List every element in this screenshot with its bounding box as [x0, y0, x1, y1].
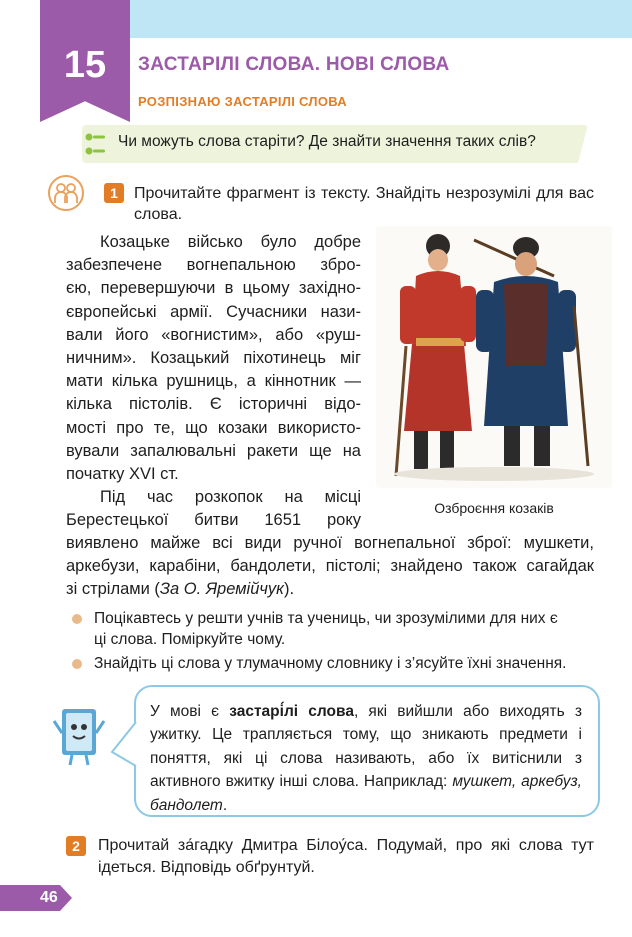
passage-line: Козацьке військо було добре [100, 233, 361, 251]
passage-last-prefix: зі стрілами ( [66, 580, 160, 598]
group-work-icon [47, 174, 85, 212]
passage-line: мості про те, що козаки використо- [66, 418, 361, 437]
passage-line: виявлено майже всі види ручної вогнепальної зброї: мушкети, [66, 534, 594, 552]
rule-examples: мушкет, аркебуз, бандолет [150, 773, 582, 814]
question-list-icon [84, 131, 106, 159]
passage-paragraph-2-start [66, 486, 361, 532]
passage-last-suffix: ). [283, 580, 295, 598]
bullet-dot-1 [72, 614, 82, 624]
passage-line: забезпечене вогнепальною збро- [66, 256, 361, 275]
passage-line: ничним». Козацький піхотинець міг [66, 349, 361, 368]
task-2-badge: 2 [66, 836, 86, 856]
lesson-subtitle: РОЗПІЗНАЮ ЗАСТАРІЛІ СЛОВА [138, 94, 347, 109]
lesson-title: ЗАСТАРІЛІ СЛОВА. НОВІ СЛОВА [138, 54, 450, 75]
passage-line: вували запалювальні ракети ще на [66, 441, 361, 460]
task-1-badge: 1 [104, 183, 124, 203]
passage-line: мати кілька рушниць, а кіннотник — [66, 372, 361, 391]
cossacks-drawing [376, 226, 612, 488]
passage-paragraph-1 [66, 231, 361, 486]
speech-tail [110, 722, 140, 770]
task-2-instruction: Прочитай за́гадку Дмитра Білоу́са. Подумай, про які слова тут ідеться. Відповідь обґрунтуй. [98, 837, 594, 876]
page-number: 46 [40, 889, 58, 906]
bullet-1-line-1: Поцікавтесь у решти учнів та учениць, чи зрозумілими для них є [94, 610, 558, 627]
book-character-icon [52, 703, 108, 767]
bullet-1-line-2: ці слова. Поміркуйте чому. [94, 631, 286, 648]
passage-last-line [66, 578, 594, 601]
passage-line: аркебузи, карабіни, бандолети, пістолі; знайдено також сагайдак [66, 557, 594, 576]
passage-line: європейські армії. Сучасники нази- [66, 302, 361, 321]
passage-line: єю, перевершуючи в цьому західно- [66, 279, 361, 298]
passage-source: За О. Яремійчук [159, 580, 284, 598]
lesson-number: 15 [63, 44, 107, 86]
illustration-caption: Озброєння козаків [434, 500, 554, 516]
header-band [129, 0, 632, 38]
bullet-item-2: Знайдіть ці слова у тлумачному словнику і з’ясуйте їхні значення. [94, 655, 567, 672]
rule-end: . [222, 796, 228, 814]
passage-line: вали його «вогнистим», або «руш- [66, 325, 361, 344]
cossacks-illustration [376, 226, 612, 488]
bullet-dot-2 [72, 659, 82, 669]
passage-line: кілька пістолів. Є історичні відо- [66, 395, 361, 414]
passage-line: Берестецької битви 1651 року [66, 511, 361, 530]
passage-line: Під час розкопок на місці [100, 488, 361, 506]
rule-text [150, 700, 582, 817]
passage-line: початку XVI ст. [66, 465, 179, 484]
rule-term: застарі́лі слова [229, 703, 354, 720]
passage-paragraph-2-end [66, 532, 594, 578]
page-number-badge [0, 885, 72, 911]
task-1-instruction: Прочитайте фрагмент із тексту. Знайдіть незрозумілі для вас слова. [134, 185, 594, 223]
rule-prefix: У мові є [150, 703, 230, 720]
rule-body: , які вийшли або виходять з ужитку. Це трапляється тому, що зникають предмети і поняття, які ці слова називають, або їх витіснили з активного вжитку інші слова. Наприклад: [150, 703, 582, 791]
key-question: Чи можуть слова старіти? Де знайти значення таких слів? [118, 133, 536, 150]
bullet-item-1 [94, 608, 594, 650]
